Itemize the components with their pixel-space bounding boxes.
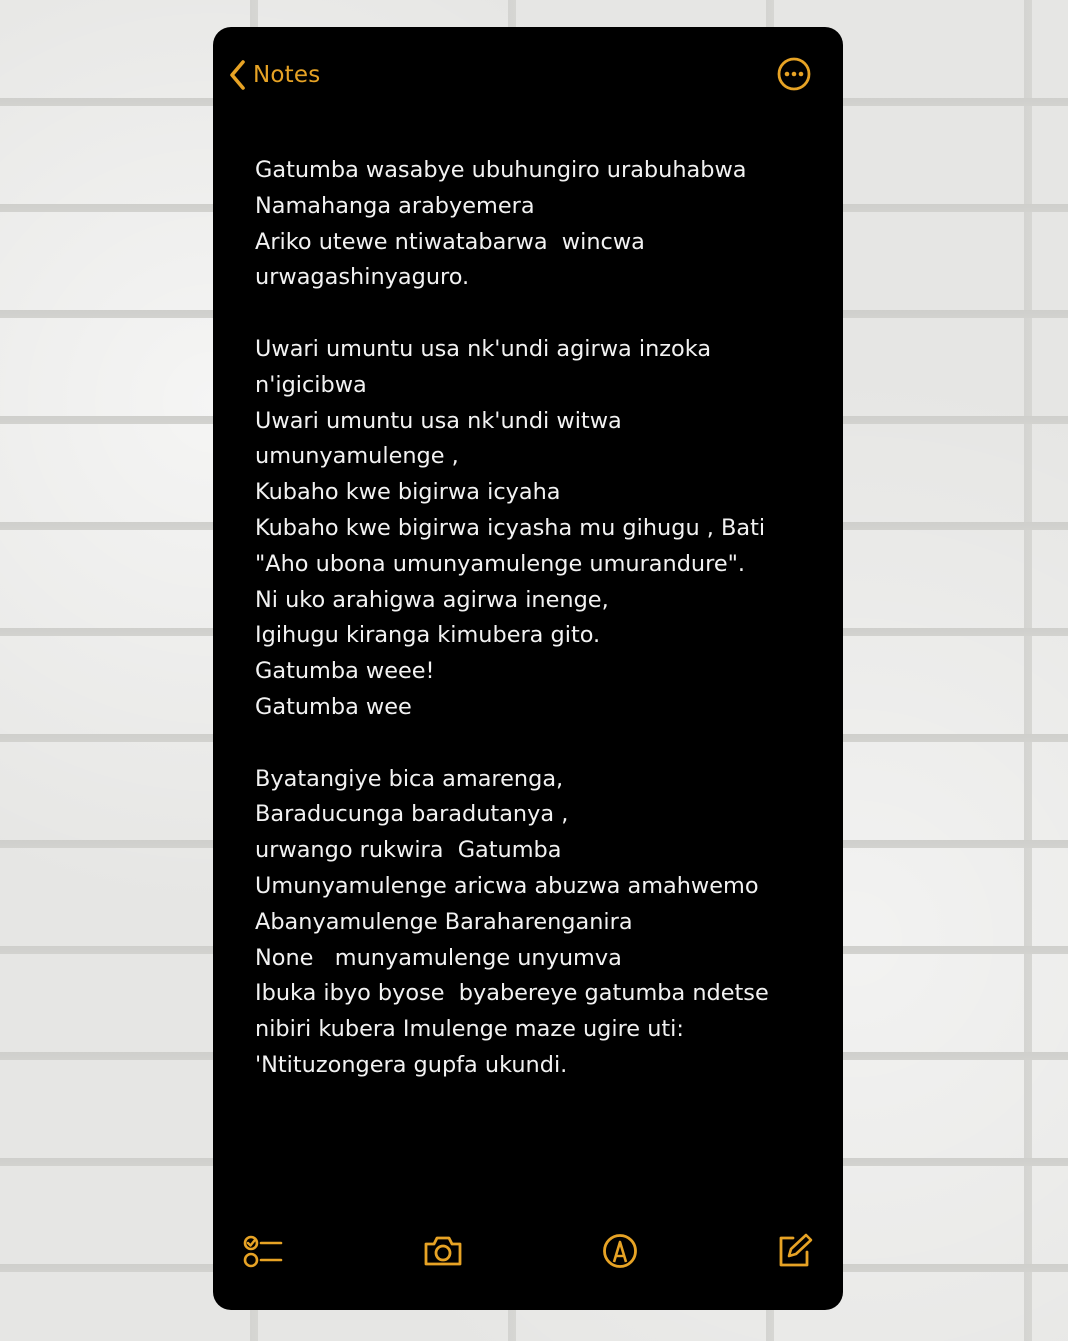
note-line: Ariko utewe ntiwatabarwa wincwa (255, 228, 645, 255)
note-line: Baraducunga baradutanya , (255, 801, 569, 828)
note-blank-line (255, 726, 815, 762)
note-line: Gatumba wee (255, 693, 412, 720)
more-options-button[interactable] (776, 56, 812, 92)
note-blank-line (255, 296, 815, 332)
note-line: Gatumba wasabye ubuhungiro urabuhabwa (255, 157, 747, 183)
note-line: Uwari umuntu usa nk'undi agirwa inzoka (255, 335, 712, 362)
note-line: n'igicibwa (255, 371, 367, 398)
camera-button[interactable] (422, 1232, 464, 1274)
note-line: Ni uko arahigwa agirwa inenge, (255, 586, 609, 613)
note-line: 'Ntituzongera gupfa ukundi. (255, 1051, 568, 1078)
back-button[interactable] (229, 55, 320, 95)
note-line: None munyamulenge unyumva (255, 944, 622, 971)
note-line: Igihugu kiranga kimubera gito. (255, 622, 601, 649)
note-line: "Aho ubona umunyamulenge umurandure". (255, 550, 746, 577)
note-line: urwango rukwira Gatumba (255, 837, 562, 864)
bottom-toolbar (213, 1227, 843, 1277)
markup-button[interactable] (599, 1232, 641, 1274)
note-line: umunyamulenge , (255, 443, 459, 470)
note-line: Byatangiye bica amarenga, (255, 765, 564, 792)
note-line: Namahanga arabyemera (255, 192, 535, 219)
back-button-label: Notes (253, 62, 321, 88)
note-line: Gatumba weee! (255, 658, 435, 685)
compose-icon (775, 1232, 813, 1274)
ellipsis-circle-icon (776, 77, 812, 96)
notes-screen (213, 27, 843, 1310)
note-body[interactable] (255, 153, 815, 1084)
note-line: Uwari umuntu usa nk'undi witwa (255, 407, 622, 434)
note-line: Umunyamulenge aricwa abuzwa amahwemo (255, 872, 759, 899)
note-line: Abanyamulenge Baraharenganira (255, 908, 633, 935)
checklist-button[interactable] (242, 1232, 284, 1274)
note-line: Kubaho kwe bigirwa icyaha (255, 479, 561, 506)
navigation-bar (213, 27, 843, 117)
chevron-left-icon (229, 59, 247, 91)
note-line: Kubaho kwe bigirwa icyasha mu gihugu , Bati (255, 514, 766, 541)
note-line: Ibuka ibyo byose byabereye gatumba ndetse (255, 980, 769, 1007)
note-line: nibiri kubera Imulenge maze ugire uti: (255, 1016, 684, 1043)
markup-pen-icon (601, 1232, 639, 1274)
checklist-icon (243, 1233, 283, 1273)
note-line: urwagashinyaguro. (255, 264, 470, 291)
compose-button[interactable] (773, 1232, 815, 1274)
camera-icon (422, 1234, 464, 1272)
